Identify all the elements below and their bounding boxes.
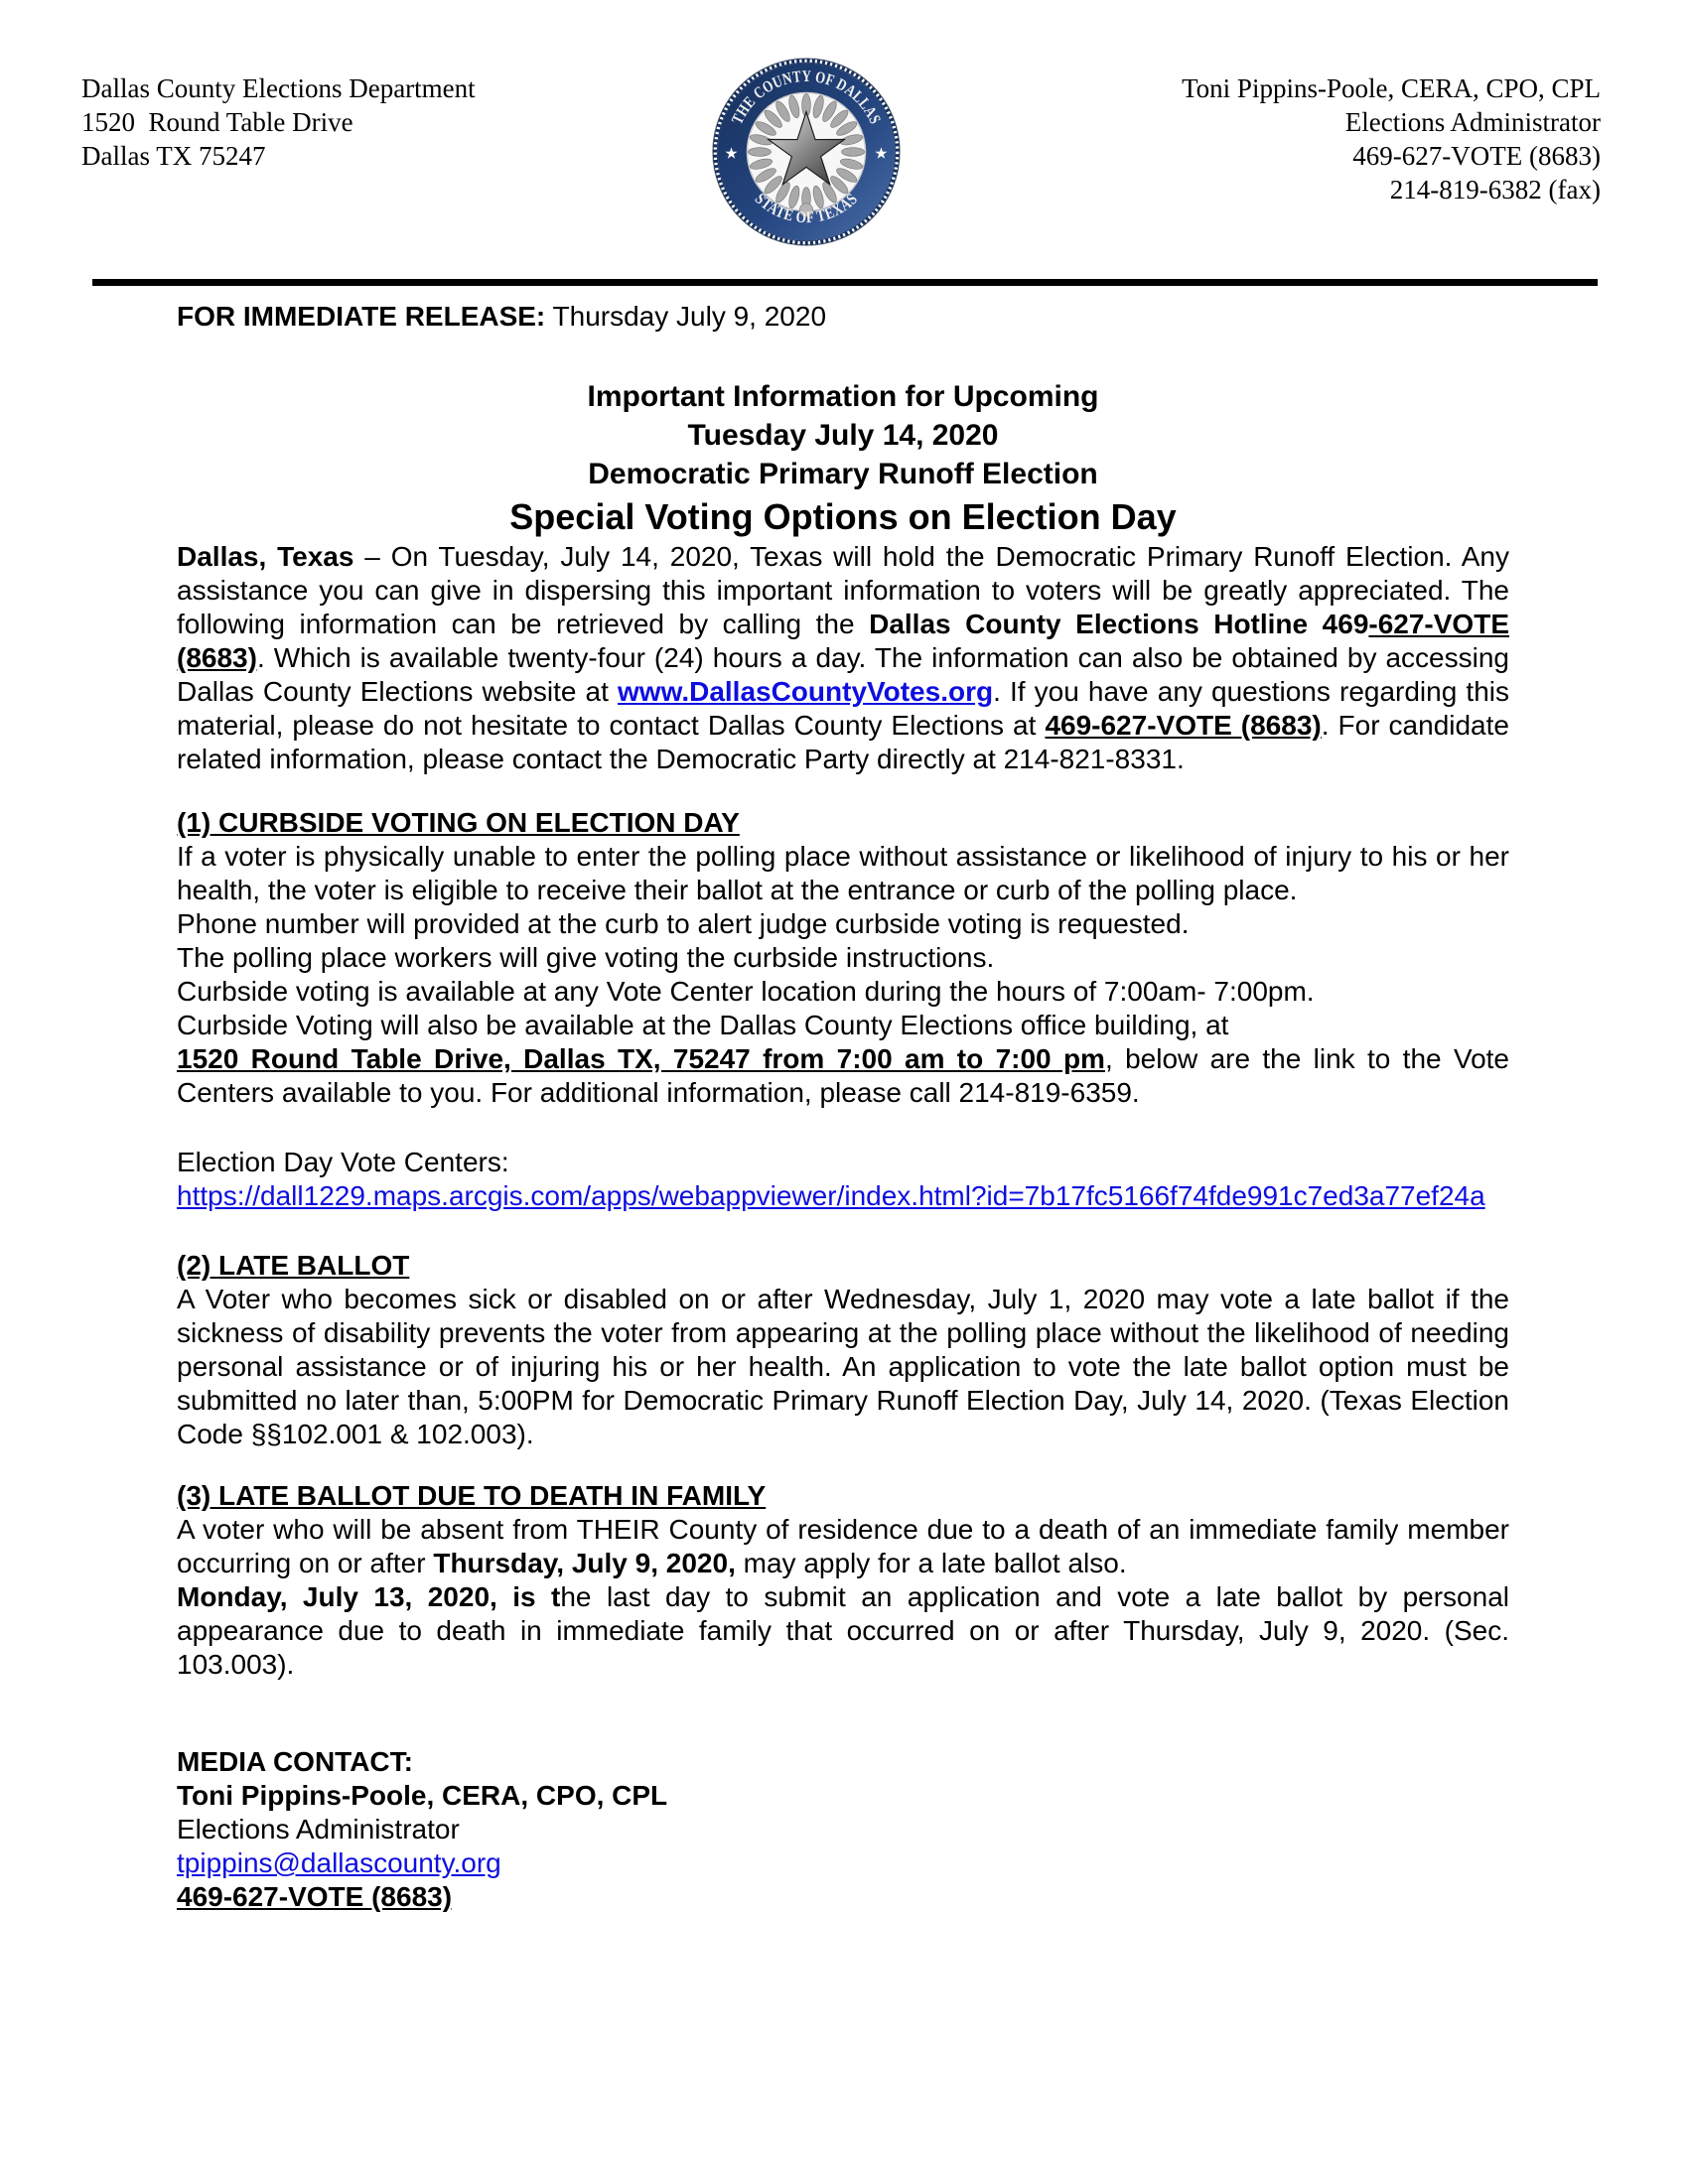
section-late-ballot-death — [177, 1479, 1509, 1682]
department-street: 1520 Round Table Drive — [81, 107, 353, 137]
administrator-name: Toni Pippins-Poole, CERA, CPO, CPL — [1182, 73, 1601, 103]
text-segment: The polling place workers will give voting the curbside instructions. — [177, 942, 995, 973]
intro-paragraph — [177, 540, 1509, 776]
text-segment: Dallas County Elections Hotline 469 — [869, 609, 1369, 639]
department-name: Dallas County Elections Department — [81, 73, 476, 103]
section-1-paragraph — [177, 840, 1509, 907]
document-body — [0, 300, 1688, 1914]
text-segment: A voter who will be absent from THEIR County of residence due to a death of an immediate family member occurring on or after — [177, 1514, 1509, 1578]
department-address — [81, 71, 538, 173]
text-segment: A Voter who becomes sick or disabled on or after Wednesday, July 1, 2020 may vote a late ballot if the sickness of disability prevents the voter from appearing at the polling place without the likelihood of needing personal assistance or of injuring his or her health. An application to vote the late ballot option must be submitted no later than, 5:00PM for Democratic Primary Runoff Election Day, July 14, 2020. (Texas Election Code §§102.001 & 102.003). — [177, 1284, 1509, 1449]
vote-centers-block — [177, 1146, 1509, 1213]
seal-left-star-icon: ★ — [725, 145, 738, 161]
text-segment: Monday, July 13, 2020, is t — [177, 1581, 561, 1612]
release-date: Thursday July 9, 2020 — [545, 301, 827, 332]
administrator-fax: 214-819-6382 (fax) — [1389, 175, 1601, 205]
text-segment: , below are the link to the Vote Centers available to you. For additional information, please call 214-819-6359. — [177, 1043, 1510, 1108]
text-segment: – On Tuesday, July 14, 2020, Texas will hold the Democratic Primary Runoff Election. Any assistance you can give in dispersing this important information to voters will be greatly appreciated. The following information can be retrieved by calling the — [177, 541, 1509, 639]
title-line-3: Democratic Primary Runoff Election — [588, 458, 1098, 490]
title-line-2: Tuesday July 14, 2020 — [687, 419, 999, 452]
release-line — [177, 300, 1509, 334]
seal-bottom-text: STATE OF TEXAS — [751, 188, 863, 227]
page-title: Special Voting Options on Election Day — [509, 496, 1177, 537]
media-contact-phone: 469-627-VOTE (8683) — [177, 1881, 453, 1912]
text-segment: Dallas, Texas — [177, 541, 354, 572]
vote-centers-label: Election Day Vote Centers: — [177, 1147, 509, 1177]
media-contact-name: Toni Pippins-Poole, CERA, CPO, CPL — [177, 1780, 668, 1811]
section-3-paragraph — [177, 1580, 1509, 1682]
letterhead — [0, 0, 1688, 279]
section-1-paragraph — [177, 1009, 1509, 1042]
dallas-county-seal-icon — [709, 55, 904, 249]
text-segment: he last day to submit an application and vote a late ballot by personal appearance due to death in immediate family that occurred on or after Thursday, July 9, 2020. (Sec. 103.003). — [177, 1581, 1509, 1680]
title-block — [177, 377, 1509, 540]
section-2-heading: (2) LATE BALLOT — [177, 1250, 410, 1281]
text-segment: If a voter is physically unable to enter the polling place without assistance or likelihood of injury to his or her health, the voter is eligible to receive their ballot at the entrance or curb of the polling place. — [177, 841, 1509, 905]
text-segment: . Which is available twenty-four (24) hours a day. The information can also be obtained by accessing Dallas County Elections website at — [177, 642, 1509, 707]
dallascountyvotes-link[interactable]: www.DallasCountyVotes.org — [618, 676, 994, 707]
section-1-paragraph — [177, 941, 1509, 975]
county-seal — [709, 55, 904, 257]
text-segment: 1520 Round Table Drive, Dallas TX, 75247 from 7:00 am to 7:00 pm — [177, 1043, 1105, 1074]
media-contact-title: Elections Administrator — [177, 1814, 460, 1844]
text-segment: . If you have any questions regarding this material, please do not hesitate to contact Dallas County Elections at — [177, 676, 1509, 741]
section-2-paragraph — [177, 1283, 1509, 1451]
section-1-paragraph — [177, 975, 1509, 1009]
media-contact-heading: MEDIA CONTACT: — [177, 1746, 413, 1777]
text-segment: Curbside voting is available at any Vote Center location during the hours of 7:00am- 7:00pm. — [177, 976, 1315, 1007]
text-segment: Thursday, July 9, 2020, — [433, 1548, 736, 1578]
text-segment: Phone number will provided at the curb to alert judge curbside voting is requested. — [177, 908, 1190, 939]
section-3-heading: (3) LATE BALLOT DUE TO DEATH IN FAMILY — [177, 1480, 767, 1511]
email-link[interactable]: tpippins@dallascounty.org — [177, 1847, 501, 1878]
section-1-heading: (1) CURBSIDE VOTING ON ELECTION DAY — [177, 807, 740, 838]
text-segment: Curbside Voting will also be available at the Dallas County Elections office building, at — [177, 1010, 1229, 1040]
seal-top-text: THE COUNTY OF DALLAS — [727, 66, 887, 129]
section-curbside-voting — [177, 806, 1509, 1110]
text-segment: -627-VOTE (8683) — [177, 609, 1509, 673]
section-1-paragraph — [177, 907, 1509, 941]
administrator-contact — [1144, 71, 1601, 206]
text-segment: 469-627-VOTE (8683) — [1045, 710, 1322, 741]
section-1-paragraph — [177, 1042, 1509, 1110]
administrator-title: Elections Administrator — [1344, 107, 1601, 137]
release-label: FOR IMMEDIATE RELEASE: — [177, 301, 546, 332]
department-city: Dallas TX 75247 — [81, 141, 266, 171]
section-late-ballot — [177, 1249, 1509, 1451]
title-line-1: Important Information for Upcoming — [587, 380, 1099, 413]
seal-right-star-icon: ★ — [875, 145, 888, 161]
administrator-phone: 469-627-VOTE (8683) — [1352, 141, 1601, 171]
section-3-paragraph — [177, 1513, 1509, 1580]
text-segment: may apply for a late ballot also. — [735, 1548, 1127, 1578]
vote-centers-map-link[interactable]: https://dall1229.maps.arcgis.com/apps/webappviewer/index.html?id=7b17fc5166f74fde991c7ed3a77ef24a — [177, 1180, 1485, 1211]
divider-rule — [92, 279, 1598, 286]
media-contact-block — [177, 1745, 1509, 1914]
text-segment: . For candidate related information, please contact the Democratic Party directly at 214-821-8331. — [177, 710, 1509, 774]
